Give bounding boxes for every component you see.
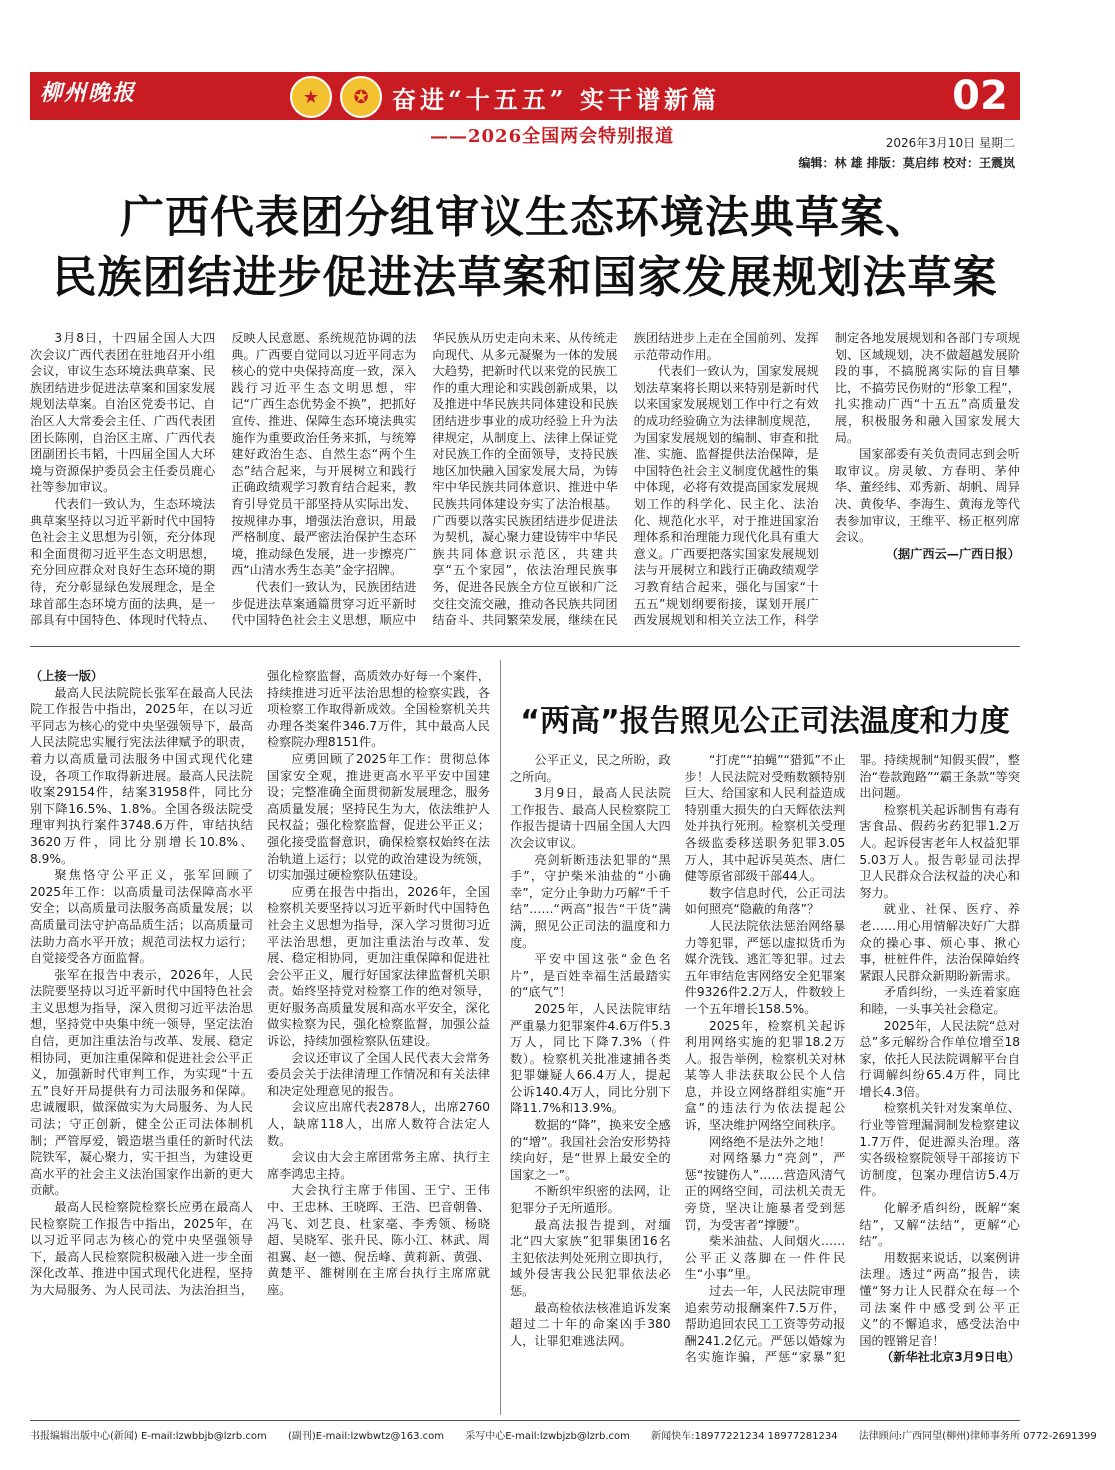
section-divider (30, 646, 1020, 647)
paragraph: 大会执行主席于伟国、王宁、王伟中、王忠林、王晓晖、王浩、巴音朝鲁、冯飞、刘艺良、杜家毫、李秀领、杨晓超、吴晓军、张升民、陈小江、林武、周祖翼、赵一德、倪岳峰、黄莉新、黄强、黄楚平、雒树刚在主席台执行主席席就座。 (267, 1183, 490, 1297)
paragraph: 检察机关针对发案单位、行业等管理漏洞制发检察建议1.7万件，促进源头治理。落实各级检察院领导干部接访下访制度，包案办理信访5.4万件。 (859, 1101, 1020, 1199)
emblems (290, 76, 382, 118)
paragraph: “打虎”“拍蝇”“猎狐”不止步！人民法院对受贿数额特别巨大、给国家和人民利益造成特别重大损失的白天辉依法判处并执行死刑。检察机关受理各级监委移送职务犯罪3.05万人，其中起诉吴英杰、唐仁健等原省部级干部44人。 (684, 753, 846, 884)
footer-item: 新闻快车:18977221234 18977281234 (651, 1431, 838, 1442)
right-article-title: “两高”报告照见公正司法温度和力度 (520, 704, 1010, 739)
headline-line-1: 广西代表团分组审议生态环境法典草案、 (120, 192, 930, 243)
paragraph: 应勇在报告中指出，2026年，全国检察机关要坚持以习近平新时代中国特色社会主义思想为指导，深入学习贯彻习近平法治思想，更加注重法治与改革、发展、稳定相协同，更加注重保障和促进社会公平正义，履行好国家法律监督机关职责。始终坚持党对检察工作的绝对领导，更好服务高质量发展和高水平安全，深化做实检察为民，强化检察监督，加强公益诉讼，持续加强检察队伍建设。 (267, 884, 490, 1049)
paragraph: 最高检依法核准追诉发案超过二十年的命案凶手380人，让罪犯难逃法网。 (510, 1300, 671, 1348)
paragraph: 会议由大会主席团常务主席、执行主席李鸿忠主持。 (267, 1150, 490, 1181)
paragraph: 代表们一致认为，生态环境法典草案坚持以习近平新时代中国特色社会主义思想为引领，充分体现和全面贯彻习近平生态文明思想，充分回应群众对良好生态环境的期待，充分彰显绿色发展理念，是全球首部生态环境方面的法典，是一部具有中国特色、体现时代特点、反映人民意愿、系统规范协调的法典。广西要自觉同以习近平同志为核心的党中央保持高度一致，深入践行习近平生态文明思想，牢记“广西生态优势金不换”，把抓好宣传、推进、保障生态环境法典实施作为重要政治任务来抓，与统筹建好政治生态、自然生态“两个生态”结合起来，与开展树立和践行正确政绩观学习教育结合起来，教育引导党员干部坚持从实际出发、按规律办事，增强法治意识，用最严格制度、最严密法治保护生态环境，推动绿色发展，进一步擦亮广西“山清水秀生态美”金字招牌。 (30, 331, 417, 628)
page-header (0, 0, 1047, 176)
footer-item: 书报编辑出版中心(新闻) E-mail:lzwbbjb@lzrb.com (30, 1431, 267, 1442)
editor-credits: 编辑：林 雄 排版：莫启纬 校对：王震岚 (798, 156, 1015, 170)
paragraph: 最高法报告提到，对缅北“四大家族”犯罪集团16名主犯依法判处死刑立即执行，域外侵害我公民犯罪依法必惩。 (510, 1217, 671, 1298)
footer-item: 法律顾问:广西同望(柳州)律师事务所 0772-2691399 (858, 1431, 1097, 1442)
paragraph: 用数据来说话，以案例讲法理。透过“两高”报告，读懂“努力让人民群众在每一个司法案件中感受到公平正义”的不懈追求，感受法治中国的铿锵足音！ (859, 1250, 1020, 1348)
paragraph: 网络绝不是法外之地！ (709, 1134, 831, 1149)
paragraph: 会议还审议了全国人民代表大会常务委员会关于法律清理工作情况和有关法律和决定处理意见的报告。 (267, 1050, 490, 1098)
page-footer (30, 1420, 1097, 1442)
paragraph: 2025年，人民法院审结严重暴力犯罪案件4.6万件5.3万人，同比下降7.3%（件数）。检察机关批准逮捕各类犯罪嫌疑人66.4万人，提起公诉140.4万人，同比分别下降11.7%和13.9%。 (510, 1001, 671, 1116)
national-emblem-icon: ★ (290, 76, 332, 118)
paragraph: 就业、社保、医疗、养老……用心用情解决好广大群众的操心事、烦心事、揪心事，桩桩件件，法治保障始终紧跟人民群众新期盼新需求。 (859, 902, 1020, 983)
paragraph: 国家部委有关负责同志到会听取审议。房灵敏、方春明、茅仲华、董经纬、邓秀新、胡帆、周异决、黄俊华、李海生、黄海龙等代表参加审议，王维平、杨正枢列席会议。 (834, 447, 1020, 545)
continued-marker: （上接一版） (30, 669, 104, 683)
paragraph: 应勇回顾了2025年工作：贯彻总体国家安全观，推进更高水平平安中国建设；完整准确全面贯彻新发展理念，服务高质量发展；坚持民生为大，依法维护人民权益；强化检察监督，促进公平正义；强化接受监督意识，确保检察权始终在法治轨道上运行；以党的政治建设为统领，切实加强过硬检察队伍建设。 (267, 751, 490, 883)
paragraph: 化解矛盾纠纷，既解“案结”，又解“法结”，更解“心结”。 (859, 1201, 1020, 1249)
paragraph: 张军在报告中表示，2026年，人民法院要坚持以习近平新时代中国特色社会主义思想为指导，深入贯彻习近平法治思想，坚持党中央集中统一领导，坚定法治自信，更加注重法治与改革、发展、稳定相协同，更加注重保障和促进社会公平正义，加强新时代审判工作，为实现“十五五”良好开局提供有力司法服务和保障。忠诚履职，做深做实为大局服务、为人民司法；守正创新，健全公正司法体制机制；严管厚爱，锻造堪当重任的新时代法院铁军，凝心聚力，实干担当，为建设更高水平的社会主义法治国家作出新的更大贡献。 (30, 967, 253, 1198)
paragraph: 矛盾纠纷，一头连着家庭和睦，一头事关社会稳定。 (859, 985, 1020, 1016)
paragraph: 不断织牢织密的法网，让犯罪分子无所遁形。 (510, 1184, 671, 1216)
paragraph: 3月9日，最高人民法院工作报告、最高人民检察院工作报告提请十四届全国人大四次会议审议。 (510, 786, 671, 850)
footer-item: 采写中心E-mail:lzwbjzb@lzrb.com (465, 1431, 630, 1442)
paragraph: 数据的“降”，换来安全感的“增”。我国社会治安形势持续向好，是“世界上最安全的国家之一”。 (510, 1118, 671, 1182)
paragraph: 对网络暴力“亮剑”，严惩“按键伤人”……营造风清气正的网络空间，司法机关责无旁贷，坚决让施暴者受到惩罚，为受害者“撑腰”。 (684, 1151, 846, 1232)
paragraph: 过去一年，人民法院审理追索劳动报酬案件7.5万件，帮助追回农民工工资等劳动报酬241.2亿元。严惩以婚嫁为名实施诈骗，严惩“家暴”犯罪。持续规制“知假买假”，整治“卷款跑路”“霸王条款”等突出问题。 (684, 753, 1020, 1365)
paragraph: 2025年，人民法院“总对总”多元解纷合作单位增至18家，依托人民法院调解平台自行调解纠纷65.4万件，同比增长4.3倍。 (859, 1018, 1020, 1099)
cppcc-emblem-icon: ✪ (340, 76, 382, 118)
paragraph: 最高人民检察院检察长应勇在最高人民检察院工作报告中指出，2025年，在以习近平同志为核心的党中央坚强领导下，最高人民检察院积极融入进一步全面深化改革、推进中国式现代化进程，坚持为大局服务、为人民司法、为法治担当，强化检察监督，高质效办好每一个案件，持续推进习近平法治思想的检察实践，各项检察工作取得新成效。全国检察机关共办理各类案件346.7万件，其中最高人民检察院办理8151件。 (30, 669, 490, 1297)
footer-item: (副刊)E-mail:lzwbwtz@163.com (287, 1431, 445, 1442)
paragraph: 检察机关起诉制售有毒有害食品、假药劣药犯罪1.2万人。起诉侵害老年人权益犯罪5.03万人。报告彰显司法捍卫人民群众合法权益的决心和努力。 (859, 802, 1020, 900)
paragraph: 人民法院依法惩治网络暴力等犯罪，严惩以虚拟货币为媒介洗钱、逃汇等犯罪。过去五年审结危害网络安全犯罪案件9326件2.2万人，件数较上一个五年增长158.5%。 (684, 918, 846, 1016)
top-article-body (30, 330, 1020, 630)
headline-line-2: 民族团结进步促进法草案和国家发展规划法草案 (52, 252, 998, 303)
paragraph: 3月8日，十四届全国人大四次会议广西代表团在驻地召开小组会议，审议生态环境法典草案、民族团结进步促进法草案和国家发展规划法草案。自治区党委书记、自治区人大常委会主任、广西代表团团长陈刚，自治区主席、广西代表团副团长韦韬，十四届全国人大环境与资源保护委员会主任委员鹿心社等参加审议。 (30, 331, 216, 495)
paragraph: 亮剑斩断违法犯罪的“黑手”，守护柴米油盐的“小确幸”，定分止争助力巧解“千千结”……“两高”报告“干货”满满，照见公正司法的温度和力度。 (510, 852, 671, 950)
left-article-body (30, 668, 490, 1408)
paragraph: 平安中国这张“金色名片”，是百姓幸福生活最踏实的“底气”！ (510, 952, 671, 1000)
paragraph: 2025年，检察机关起诉利用网络实施的犯罪18.2万人。报告举例，检察机关对林某等人非法获取公民个人信息，并设立网络群组实施“开盒”的违法行为依法提起公诉，坚决维护网络空间秩序。 (684, 1018, 846, 1133)
paragraph: 会议应出席代表2878人，出席2760人，缺席118人，出席人数符合法定人数。 (267, 1100, 490, 1148)
paragraph: 聚焦恪守公平正义，张军回顾了2025年工作：以高质量司法保障高水平安全；以高质量司法服务高质量发展；以高质量司法守护高品质生活；以高质量司法助力高水平开放；规范司法权力运行；自觉接受各方面监督。 (30, 868, 253, 966)
masthead-logo: 柳州晚报 (40, 80, 137, 106)
special-report-slogan: 奋进“十五五” 实干谱新篇 (392, 85, 720, 114)
issue-date: 2026年3月10日 星期二 (885, 136, 1015, 150)
special-report-subtitle: ——2026全国两会特别报道 (430, 126, 675, 147)
right-article-body (510, 752, 1020, 1412)
article-source: （据广西云—广西日报） (885, 546, 1020, 561)
page-number: 02 (952, 73, 1008, 119)
article-source: （新华社北京3月9日电） (881, 1350, 1020, 1365)
paragraph: 最高人民法院院长张军在最高人民法院工作报告中指出，2025年，在以习近平同志为核心的党中央坚强领导下，最高人民法院忠实履行宪法法律赋予的职责，着力以高质量司法服务中国式现代化建设，各项工作取得新进展。最高人民法院收案29154件，结案31958件，同比分别下降16.5%、1.8%。全国各级法院受理审判执行案件3748.6万件，审结执结3620万件，同比分别增长10.8%、8.9%。 (30, 685, 253, 866)
column-divider (500, 660, 501, 1415)
paragraph: 数字信息时代，公正司法如何照亮“隐蔽的角落”？ (684, 885, 846, 917)
paragraph: 代表们一致认为，民族团结进步促进法草案通篇贯穿习近平新时代中国特色社会主义思想，顺应中华民族从历史走向未来、从传统走向现代、从多元凝聚为一体的发展大趋势，把新时代以来党的民族工作的重大理论和实践创新成果，以及推进中华民族共同体建设和民族团结进步事业的成功经验上升为法律规定，从制度上、法律上保证党对民族工作的全面领导，支持民族地区加快融入国家发展大局，为铸牢中华民族共同体意识、推进中华民族共同体建设夯实了法治根基。广西要以落实民族团结进步促进法为契机，凝心聚力建设铸牢中华民族共同体意识示范区，共建共享“五个家园”，依法治理民族事务，促进各民族全方位互嵌和广泛交往交流交融，推动各民族共同团结奋斗、共同繁荣发展，继续在民族团结进步上走在全国前列、发挥示范带动作用。 (231, 331, 819, 628)
paragraph: 柴米油盐、人间烟火……公平正义落脚在一件件民生“小事”里。 (684, 1234, 846, 1282)
paragraph: 代表们一致认为，国家发展规划法草案将长期以来特别是新时代以来国家发展规划工作中行之有效的成功经验确立为法律制度规范，为国家发展规划的编制、审查和批准、实施、监督提供法治保障，是中国特色社会主义制度优越性的集中体现，必将有效提高国家发展规划工作的科学化、民主化、法治化、规范化水平，对于推进国家治理体系和治理能力现代化具有重大意义。广西要把落实国家发展规划法与开展树立和践行正确政绩观学习教育结合起来，强化与国家“十五五”规划纲要衔接，谋划开展广西发展规划和相关立法工作，科学制定各地发展规划和各部门专项规划、区域规划，决不做超越发展阶段的事，不搞脱离实际的盲目攀比，不搞劳民伤财的“形象工程”，扎实推动广西“十五五”高质量发展，积极服务和融入国家发展大局。 (633, 331, 1020, 628)
paragraph: 公平正义，民之所盼，政之所向。 (510, 753, 671, 784)
headline (30, 188, 1020, 308)
